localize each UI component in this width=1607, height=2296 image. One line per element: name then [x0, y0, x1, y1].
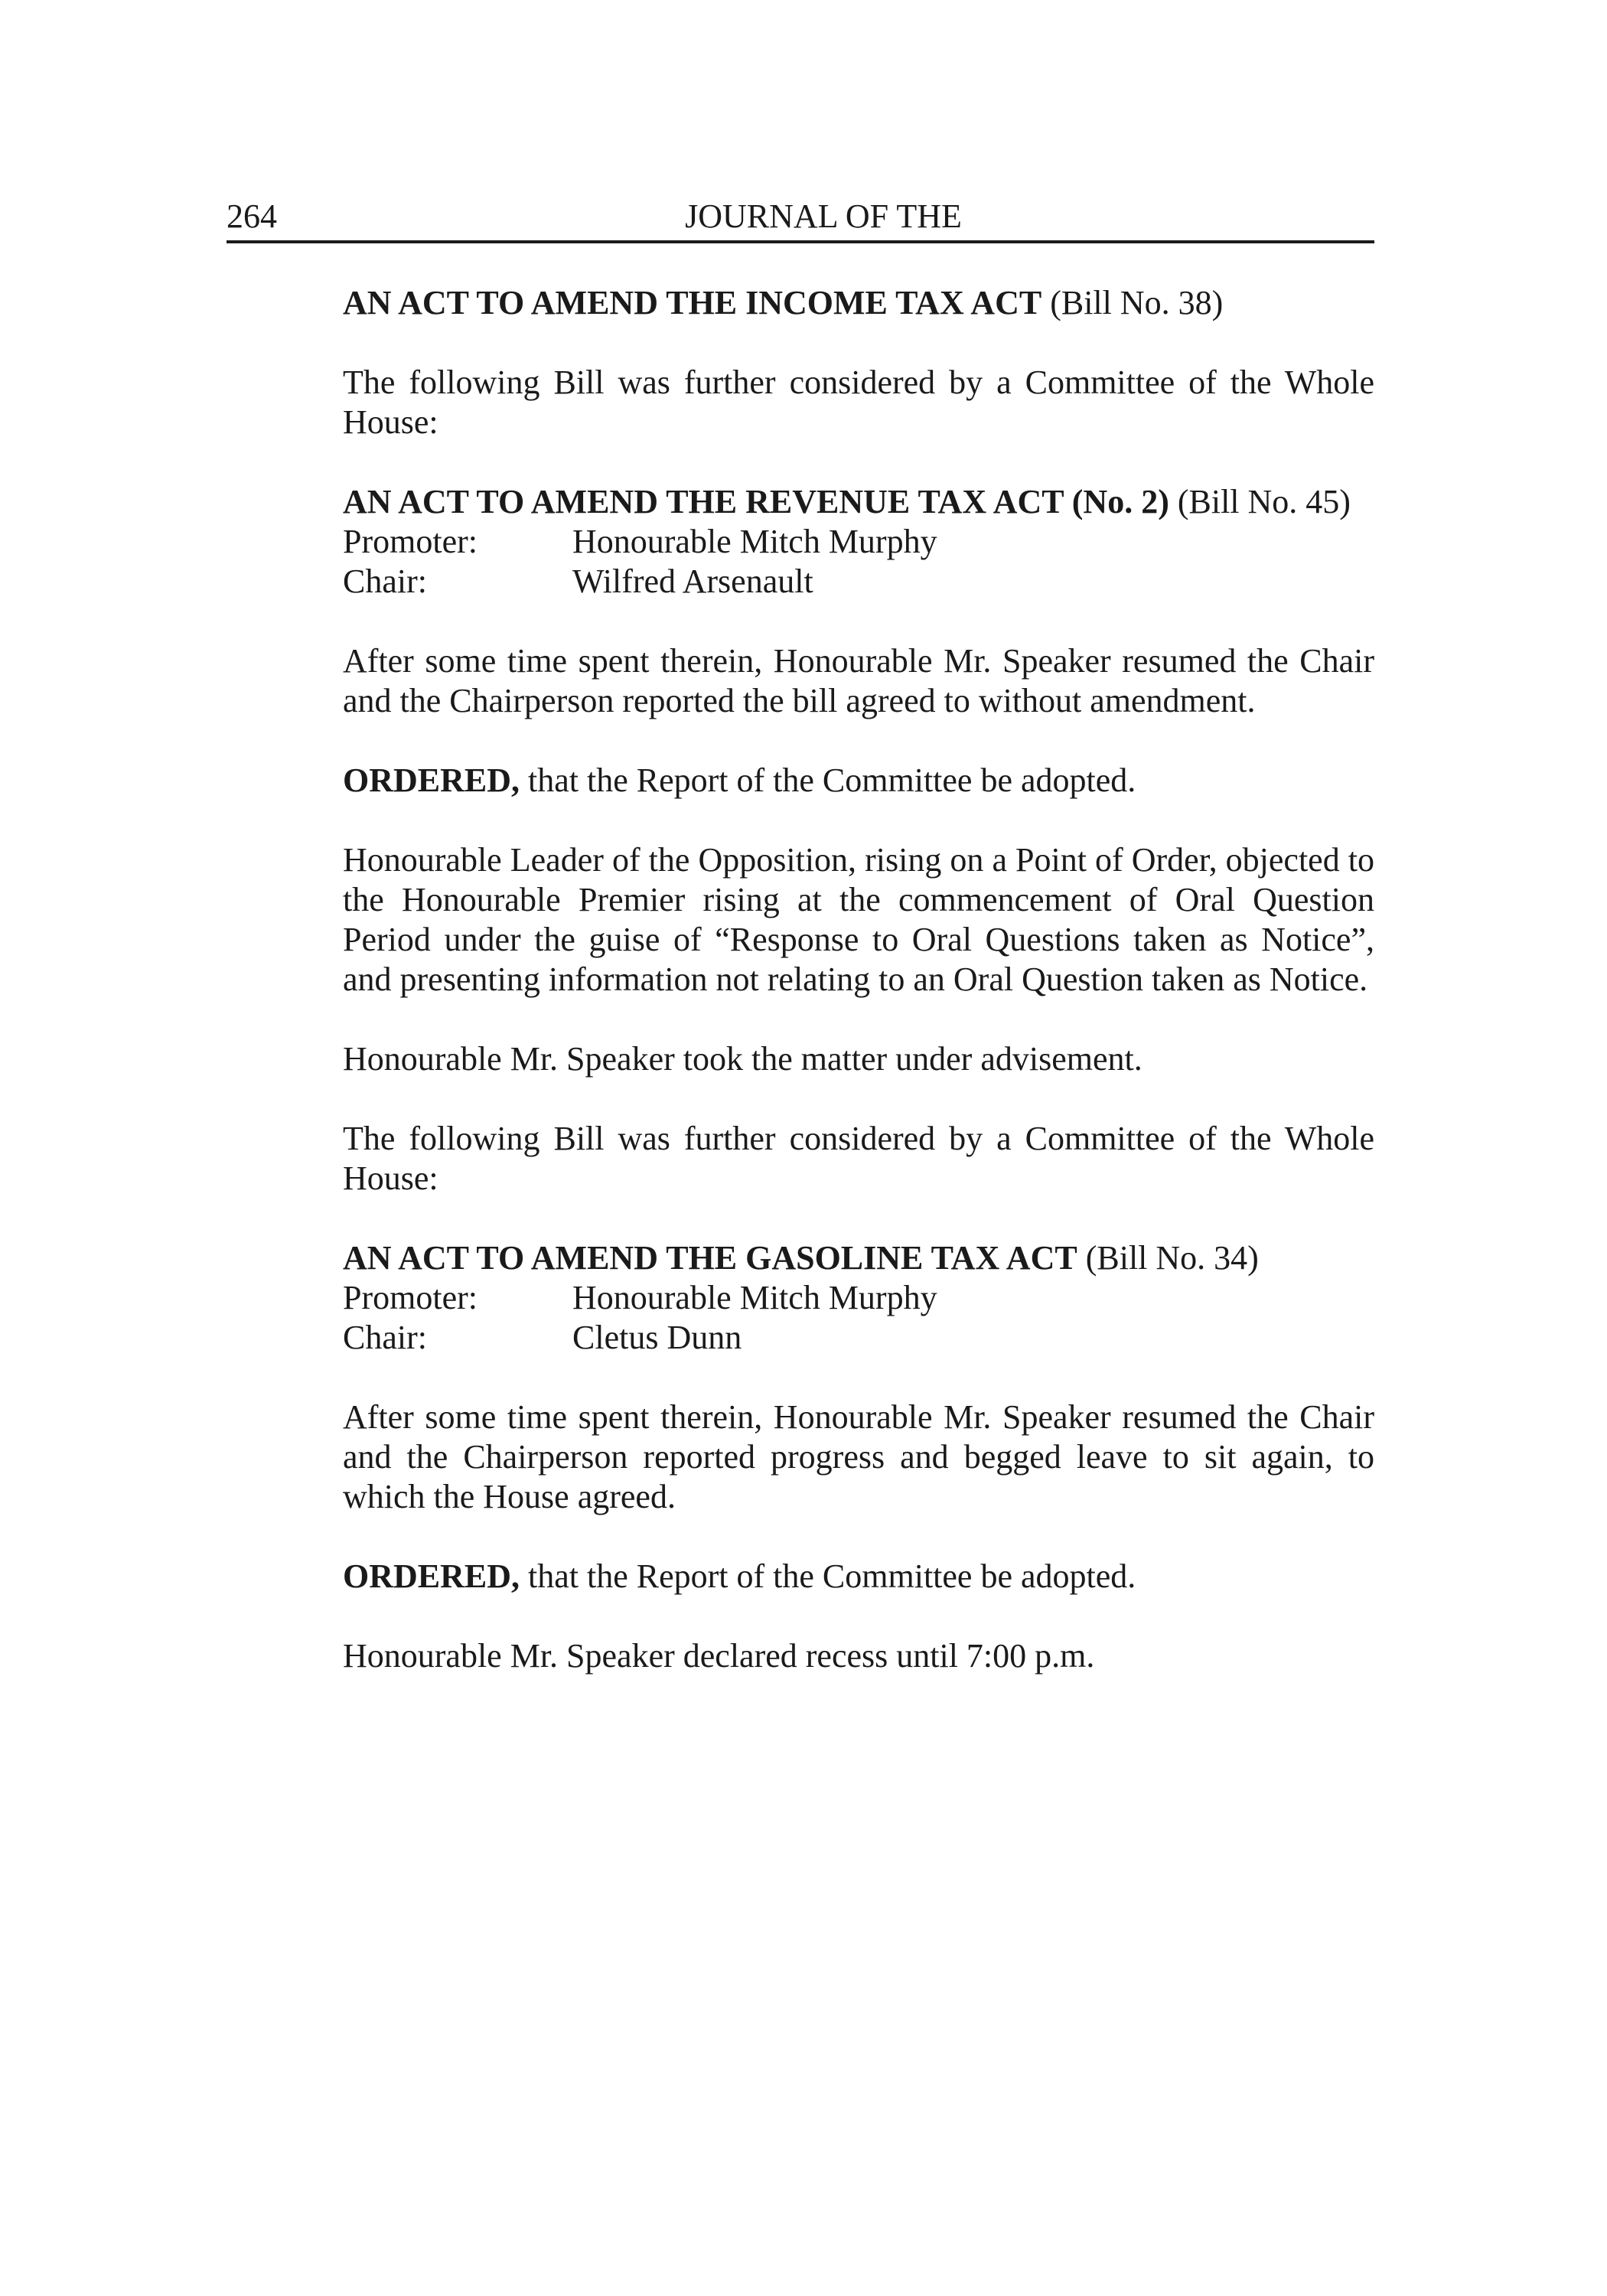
bill-title: AN ACT TO AMEND THE INCOME TAX ACT	[343, 284, 1042, 321]
bill-entry-gasoline-tax	[343, 1238, 1374, 1358]
ordered-text: that the Report of the Committee be adopted.	[520, 1557, 1136, 1595]
journal-body	[343, 283, 1374, 1716]
chair-label: Chair:	[343, 1319, 427, 1356]
paragraph: The following Bill was further considered by a Committee of the Whole House:	[343, 1120, 1374, 1197]
paragraph: Honourable Mr. Speaker took the matter under advisement.	[343, 1040, 1143, 1078]
bill-entry-revenue-tax	[343, 482, 1374, 602]
promoter-row	[343, 1278, 1374, 1318]
bill-title: AN ACT TO AMEND THE REVENUE TAX ACT (No. 2)	[343, 483, 1169, 520]
bill-heading	[343, 1238, 1374, 1278]
ordered-paragraph	[343, 761, 1374, 801]
ordered-label: ORDERED,	[343, 762, 520, 799]
page-header	[227, 193, 1374, 243]
promoter-value: Honourable Mitch Murphy	[572, 523, 937, 560]
bill-heading	[343, 482, 1374, 522]
paragraph: Honourable Leader of the Opposition, rising on a Point of Order, objected to the Honourable Premier rising at the commencement of Oral Question Period under the guise of “Response to Oral Questions taken as Notice”, and presenting information not relating to an Oral Question taken as Notice.	[343, 841, 1374, 998]
ordered-paragraph	[343, 1557, 1374, 1596]
ordered-text: that the Report of the Committee be adopted.	[520, 762, 1136, 799]
promoter-value: Honourable Mitch Murphy	[572, 1279, 937, 1316]
bill-number: (Bill No. 38)	[1041, 284, 1224, 321]
chair-label: Chair:	[343, 563, 427, 600]
ordered-label: ORDERED,	[343, 1557, 520, 1595]
chair-value: Wilfred Arsenault	[572, 563, 813, 600]
bill-heading-income-tax	[343, 283, 1374, 323]
chair-row	[343, 1318, 1374, 1358]
bill-title: AN ACT TO AMEND THE GASOLINE TAX ACT	[343, 1239, 1077, 1277]
bill-number: (Bill No. 34)	[1077, 1239, 1259, 1277]
paragraph: After some time spent therein, Honourable Mr. Speaker resumed the Chair and the Chairperson reported progress and begged leave to sit again, to which the House agreed.	[343, 1398, 1374, 1515]
paragraph: The following Bill was further considered by a Committee of the Whole House:	[343, 364, 1374, 441]
promoter-label: Promoter:	[343, 523, 478, 560]
page-number: 264	[227, 197, 277, 235]
bill-number: (Bill No. 45)	[1169, 483, 1351, 520]
promoter-label: Promoter:	[343, 1279, 478, 1316]
paragraph: Honourable Mr. Speaker declared recess until 7:00 p.m.	[343, 1637, 1095, 1675]
running-title: JOURNAL OF THE	[685, 197, 962, 235]
chair-value: Cletus Dunn	[572, 1319, 742, 1356]
paragraph: After some time spent therein, Honourable Mr. Speaker resumed the Chair and the Chairperson reported the bill agreed to without amendment.	[343, 642, 1374, 719]
chair-row	[343, 562, 1374, 602]
promoter-row	[343, 522, 1374, 562]
